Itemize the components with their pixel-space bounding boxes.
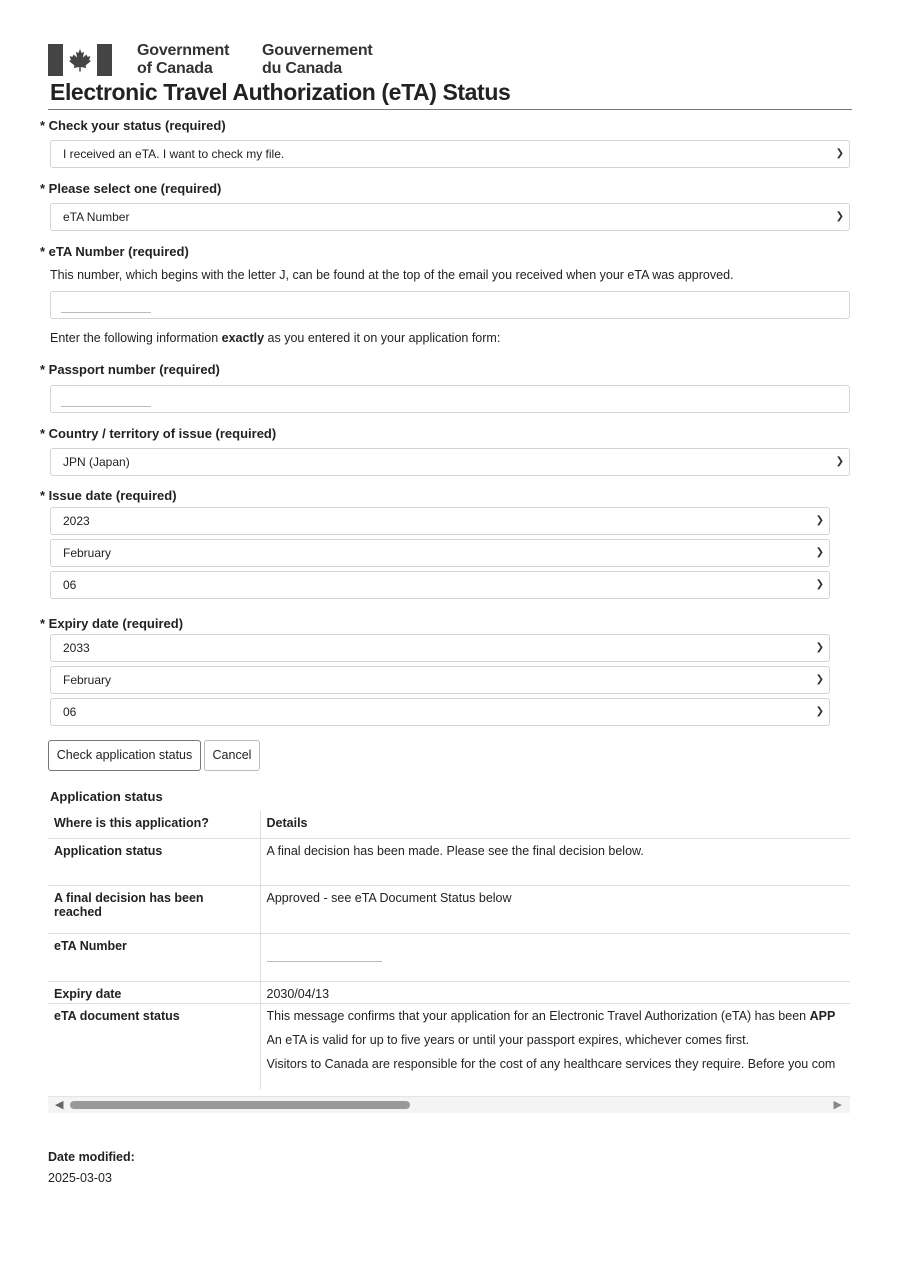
chevron-down-icon: ❯ [815, 674, 824, 685]
chevron-down-icon: ❯ [815, 515, 824, 526]
table-row [48, 839, 850, 886]
expiry-year-select[interactable] [50, 634, 830, 662]
table-row [48, 934, 850, 982]
table-row [48, 886, 850, 934]
row-value [260, 1004, 850, 1090]
id-type-select[interactable] [50, 203, 850, 231]
expiry-month-value: February [63, 673, 112, 687]
redacted-value [267, 961, 382, 962]
column-header-location: Where is this application? [48, 811, 260, 839]
redacted-value [61, 406, 151, 407]
date-modified-label: Date modified: [48, 1150, 135, 1164]
chevron-down-icon: ❯ [815, 579, 824, 590]
passport-number-input[interactable] [50, 385, 850, 413]
issue-year-select[interactable] [50, 507, 830, 535]
chevron-down-icon: ❯ [835, 211, 844, 222]
passport-label: * Passport number (required) [40, 362, 220, 377]
chevron-down-icon: ❯ [815, 547, 824, 558]
row-value: Approved - see eTA Document Status below [260, 886, 850, 934]
expiry-month-select[interactable] [50, 666, 830, 694]
scrollbar-thumb[interactable] [70, 1101, 410, 1109]
title-divider [48, 109, 852, 110]
scroll-left-arrow-icon[interactable]: ◀ [55, 1099, 64, 1111]
eta-number-label: * eTA Number (required) [40, 244, 189, 259]
application-status-table [48, 811, 850, 1089]
row-key: A final decision has been reached [48, 886, 260, 934]
issue-day-value: 06 [63, 578, 77, 592]
check-status-select[interactable] [50, 140, 850, 168]
instruction-text: Enter the following information exactly as you entered it on your application form: [50, 331, 501, 345]
chevron-down-icon: ❯ [835, 456, 844, 467]
row-key: eTA Number [48, 934, 260, 982]
eta-number-input[interactable] [50, 291, 850, 319]
application-status-heading: Application status [50, 789, 163, 804]
check-status-value: I received an eTA. I want to check my file. [63, 147, 285, 161]
check-application-status-button[interactable]: Check application status [48, 740, 201, 771]
date-modified-value: 2025-03-03 [48, 1171, 112, 1185]
wordmark-english: Government of Canada [137, 42, 230, 77]
page-title: Electronic Travel Authorization (eTA) Status [50, 79, 511, 105]
chevron-down-icon: ❯ [835, 148, 844, 159]
issue-date-label: * Issue date (required) [40, 488, 177, 503]
table-row [48, 982, 850, 1004]
row-value [260, 934, 850, 982]
row-key: Application status [48, 839, 260, 886]
check-status-label: * Check your status (required) [40, 118, 226, 133]
expiry-day-select[interactable] [50, 698, 830, 726]
document-status-line: This message confirms that your application for an Electronic Travel Authorization (eTA) has been APP [266, 1009, 836, 1023]
country-value: JPN (Japan) [63, 455, 130, 469]
horizontal-scrollbar[interactable] [48, 1096, 850, 1113]
issue-day-select[interactable] [50, 571, 830, 599]
wordmark-french: Gouvernement du Canada [262, 42, 373, 77]
expiry-day-value: 06 [63, 705, 77, 719]
row-key: eTA document status [48, 1004, 260, 1090]
canada-flag-icon [48, 44, 112, 76]
country-label: * Country / territory of issue (required) [40, 426, 277, 441]
eta-number-hint: This number, which begins with the letter J, can be found at the top of the email you received when your eTA was approved. [50, 268, 734, 282]
issue-year-value: 2023 [63, 514, 90, 528]
document-status-line: Visitors to Canada are responsible for the cost of any healthcare services they require. Before you com [266, 1057, 836, 1071]
expiry-date-label: * Expiry date (required) [40, 616, 184, 631]
redacted-value [61, 312, 151, 313]
scroll-right-arrow-icon[interactable]: ▶ [833, 1099, 842, 1111]
country-select[interactable] [50, 448, 850, 476]
row-value: A final decision has been made. Please see the final decision below. [260, 839, 850, 886]
row-value: 2030/04/13 [260, 982, 850, 1004]
table-row [48, 1004, 850, 1090]
column-header-details: Details [260, 811, 850, 839]
expiry-year-value: 2033 [63, 641, 90, 655]
chevron-down-icon: ❯ [815, 642, 824, 653]
document-status-line: An eTA is valid for up to five years or until your passport expires, whichever comes first. [266, 1033, 750, 1047]
row-key: Expiry date [48, 982, 260, 1004]
chevron-down-icon: ❯ [815, 706, 824, 717]
id-type-value: eTA Number [63, 210, 130, 224]
select-one-label: * Please select one (required) [40, 181, 222, 196]
table-header-row [48, 811, 850, 839]
cancel-button[interactable]: Cancel [204, 740, 260, 771]
issue-month-select[interactable] [50, 539, 830, 567]
issue-month-value: February [63, 546, 112, 560]
